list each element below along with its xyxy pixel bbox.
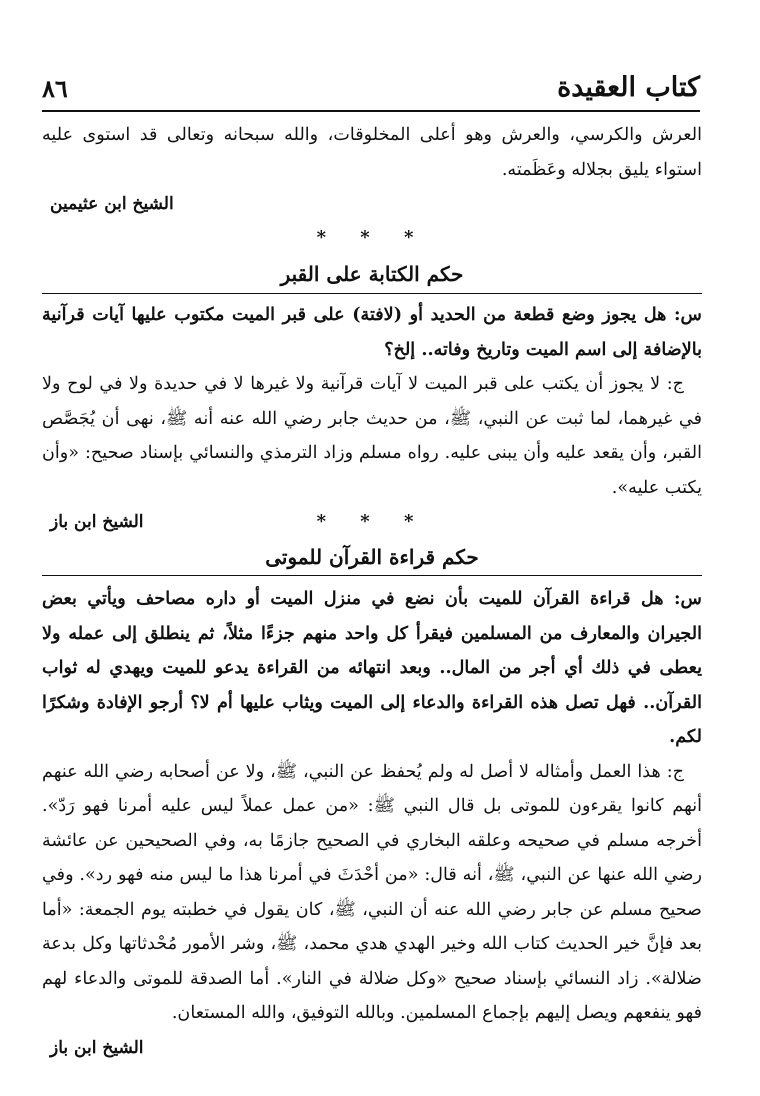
separator-stars: * * * <box>316 511 428 532</box>
section-title-quran-for-dead: حكم قراءة القرآن للموتى <box>42 539 702 576</box>
page-content <box>42 118 702 1065</box>
signature-ibn-baz-2: الشيخ ابن باز <box>50 1037 144 1058</box>
separator-stars: * * * <box>316 227 428 248</box>
page-number: ٨٦ <box>42 74 68 103</box>
book-title: كتاب العقيدة <box>557 72 700 103</box>
continued-paragraph: العرش والكرسي، والعرش وهو أعلى المخلوقات، والله سبحانه وتعالى قد استوى عليه استواء يليق بجلاله وعَظَمته. <box>42 125 702 180</box>
signature-ibn-uthaymeen: الشيخ ابن عثيمين <box>50 194 174 214</box>
answer-grave-writing: ج: لا يجوز أن يكتب على قبر الميت لا آيات قرآنية ولا غيرها لا في حديدة ولا في لوح ولا في غيرهما، لما ثبت عن النبي، ﷺ، من حديث جابر رضي الله عنه أنه ﷺ، نهى أن يُجَصَّص القبر، وأن يقعد عليه وأن يبنى عليه. رواه مسلم وزاد الترمذي والنسائي بإسناد صحيح: «وأن يكتب عليه». <box>42 374 702 498</box>
question-quran-for-dead: س: هل قراءة القرآن للميت بأن نضع في منزل الميت أو داره مصاحف ويأتي بعض الجيران والمعارف من المسلمين فيقرأ كل واحد منهم جزءًا مثلاً، ثم ينطلق إلى عمله ولا يعطى في ذلك أي أجر من المال.. وبعد انتهائه من القراءة يدعو للميت ويهدي له ثواب القرآن.. فهل تصل هذه القراءة والدعاء إلى الميت ويثاب عليها أم لا؟ أرجو الإفادة وشكرًا لكم. <box>42 588 702 747</box>
signature-row <box>42 505 702 539</box>
question-grave-writing: س: هل يجوز وضع قطعة من الحديد أو (لافتة) على قبر الميت مكتوب عليها آيات قرآنية بالإضافة إلى اسم الميت وتاريخ وفاته.. إلخ؟ <box>42 304 702 360</box>
page-header <box>42 70 700 112</box>
section-title-grave-writing: حكم الكتابة على القبر <box>42 255 702 294</box>
signature-ibn-baz: الشيخ ابن باز <box>50 512 144 532</box>
answer-quran-for-dead: ج: هذا العمل وأمثاله لا أصل له ولم يُحفظ عن النبي، ﷺ، ولا عن أصحابه رضي الله عنهم أنهم كانوا يقرءون للموتى بل قال النبي ﷺ: «من عمل عملاً ليس عليه أمرنا فهو رَدّ». أخرجه مسلم في صحيحه وعلقه البخاري في الصحيح جازمًا به، وفي الصحيحين عن عائشة رضي الله عنها عن النبي، ﷺ، أنه قال: «من أحْدَثَ في أمرنا هذا ما ليس منه فهو رد». وفي صحيح مسلم عن جابر رضي الله عنه أن النبي، ﷺ، كان يقول في خطبته يوم الجمعة: «أما بعد فإنَّ خير الحديث كتاب الله وخير الهدي هدي محمد، ﷺ، وشر الأمور مُحْدثاتها وكل بدعة ضلالة». زاد النسائي بإسناد صحيح «وكل ضلالة في النار». أما الصدقة للموتى والدعاء لهم فهو ينفعهم ويصل إليهم بإجماع المسلمين. وبالله التوفيق، والله المستعان. <box>42 761 702 1023</box>
